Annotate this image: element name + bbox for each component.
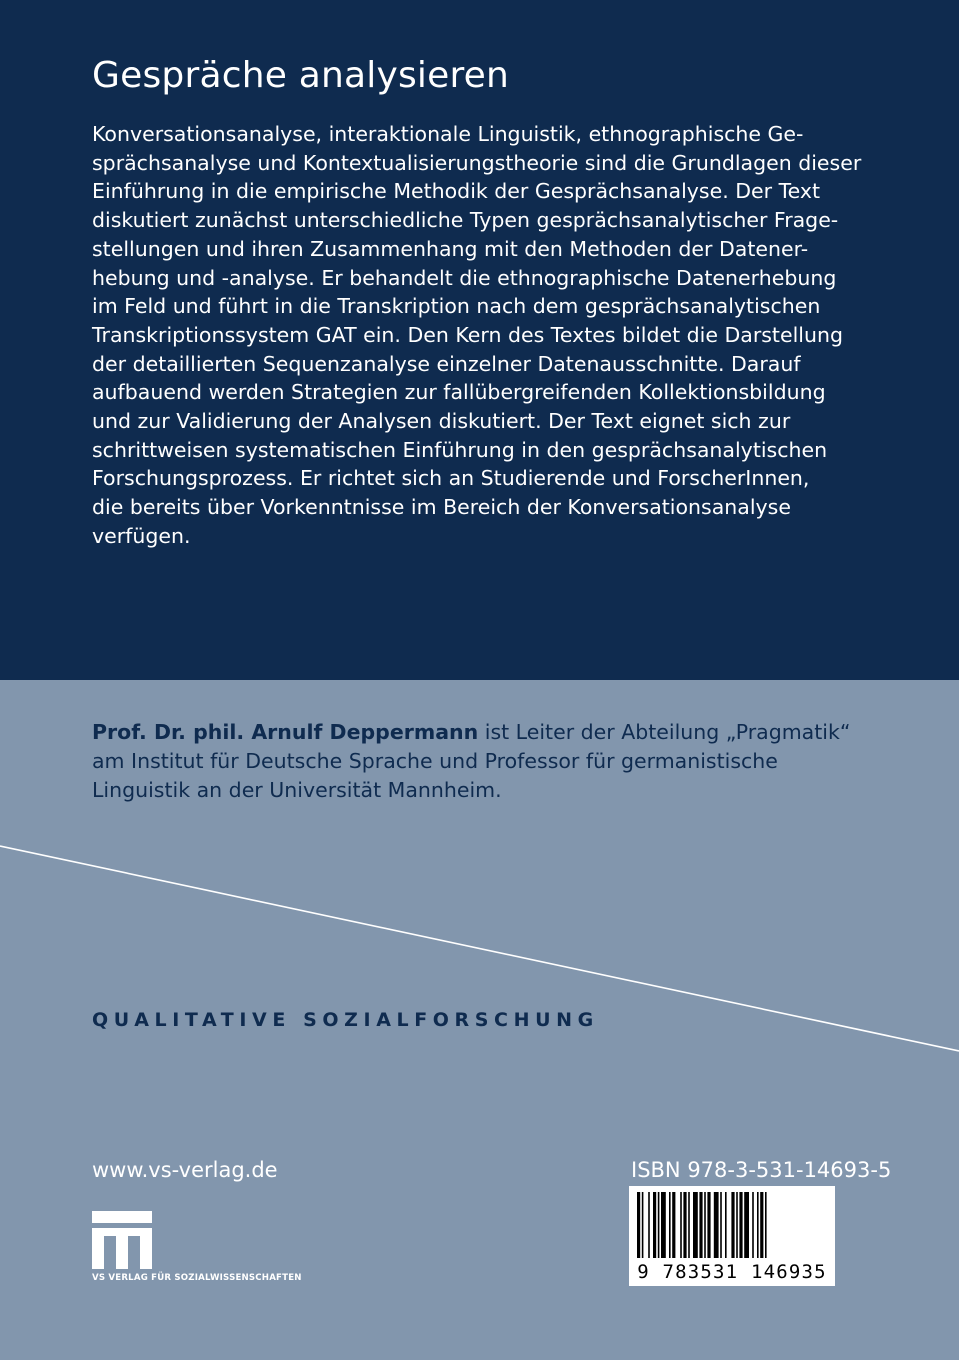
blurb-line: und zur Validierung der Analysen diskutiert. Der Text eignet sich zur — [92, 409, 791, 434]
blurb-line: hebung und -analyse. Er behandelt die ethnographische Datenerhebung — [92, 265, 837, 290]
publisher-url: www.vs-verlag.de — [92, 1158, 278, 1182]
blurb-line: aufbauend werden Strategien zur fallübergreifenden Kollektionsbildung — [92, 380, 826, 405]
barcode-bar — [757, 1192, 759, 1258]
barcode-bar — [653, 1192, 656, 1258]
author-name: Prof. Dr. phil. Arnulf Deppermann — [92, 720, 479, 744]
barcode-bar — [637, 1192, 640, 1258]
author-bio — [92, 718, 892, 805]
author-bio-line: am Institut für Deutsche Sprache und Professor für germanistische — [92, 749, 778, 773]
barcode-bar — [736, 1192, 738, 1258]
barcode-bar — [680, 1192, 682, 1258]
author-bio-line: Linguistik an der Universität Mannheim. — [92, 778, 502, 802]
barcode-bar — [731, 1192, 734, 1258]
blurb-line: schrittweisen systematischen Einführung in den gesprächsanalytischen — [92, 437, 828, 462]
author-bio-line — [92, 718, 892, 747]
blurb-line: Transkriptionssystem GAT ein. Den Kern des Textes bildet die Darstellung — [92, 322, 843, 347]
blurb-line: im Feld und führt in die Transkription nach dem gesprächsanalytischen — [92, 294, 821, 319]
barcode-bar — [752, 1192, 754, 1258]
book-blurb — [92, 120, 872, 551]
barcode-bar — [720, 1192, 722, 1258]
barcode-bar — [658, 1192, 660, 1258]
barcode-bar — [648, 1192, 650, 1258]
barcode-bar — [688, 1192, 690, 1258]
barcode-bar — [744, 1192, 749, 1258]
blurb-line: sprächsanalyse und Kontextualisierungstheorie sind die Grundlagen dieser — [92, 150, 862, 175]
barcode-bar — [714, 1192, 719, 1258]
barcode-bar — [642, 1192, 644, 1258]
isbn-label: ISBN 978-3-531-14693-5 — [631, 1158, 892, 1182]
barcode-bar — [683, 1192, 686, 1258]
barcode-bar — [699, 1192, 702, 1258]
barcode-bar — [765, 1192, 767, 1258]
publisher-logo-icon — [92, 1211, 152, 1269]
series-title: QUALITATIVE SOZIALFORSCHUNG — [92, 1009, 599, 1031]
book-title: Gespräche analysieren — [92, 55, 510, 96]
barcode-bar — [693, 1192, 698, 1258]
barcode-bar — [669, 1192, 671, 1258]
barcode-bar — [760, 1192, 763, 1258]
blurb-line: stellungen und ihren Zusammenhang mit den Methoden der Datener- — [92, 236, 809, 261]
blurb-line: die bereits über Vorkenntnisse im Bereich der Konversationsanalyse — [92, 495, 791, 520]
publisher-logo-text: VS VERLAG FÜR SOZIALWISSENSCHAFTEN — [92, 1273, 302, 1283]
barcode-bar — [672, 1192, 675, 1258]
blurb-line: Einführung in die empirische Methodik der Gesprächsanalyse. Der Text — [92, 179, 821, 204]
barcode-bar — [704, 1192, 706, 1258]
blurb-line: der detaillierten Sequenzanalyse einzelner Datenausschnitte. Darauf — [92, 351, 801, 376]
barcode-bar — [707, 1192, 710, 1258]
barcode-bars-icon — [629, 1186, 835, 1260]
barcode-bar — [725, 1192, 727, 1258]
barcode-digits: 9 783531 146935 — [629, 1259, 835, 1285]
blurb-line: Konversationsanalyse, interaktionale Linguistik, ethnographische Ge- — [92, 122, 804, 146]
author-role: ist Leiter der Abteilung „Pragmatik“ — [478, 720, 851, 744]
blurb-line: diskutiert zunächst unterschiedliche Typen gesprächsanalytischer Frage- — [92, 208, 839, 233]
barcode-bar — [739, 1192, 742, 1258]
blurb-line: Forschungsprozess. Er richtet sich an Studierende und ForscherInnen, — [92, 466, 810, 491]
blurb-line: verfügen. — [92, 523, 191, 548]
barcode-bar — [661, 1192, 666, 1258]
